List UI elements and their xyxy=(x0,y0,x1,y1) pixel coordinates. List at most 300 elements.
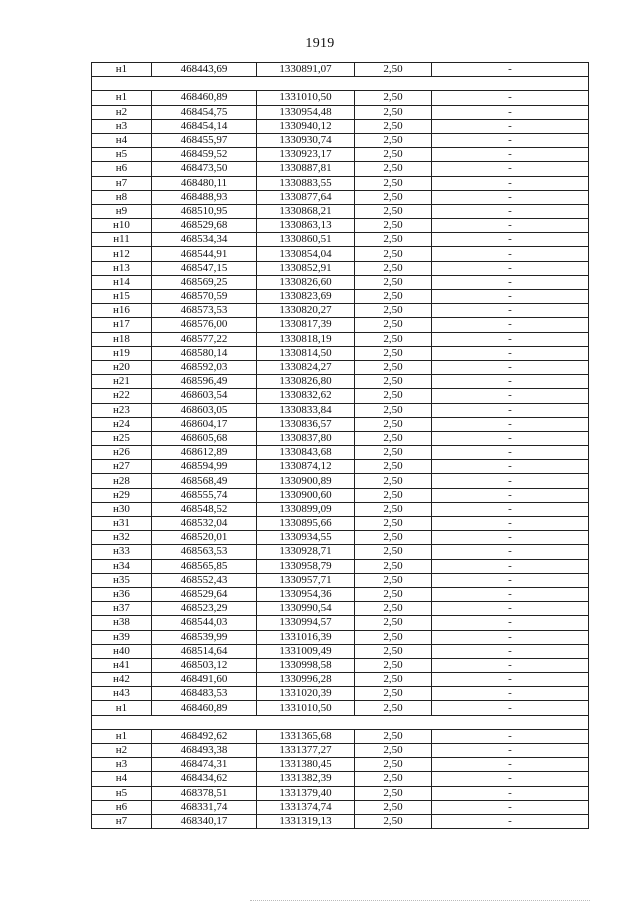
table-row xyxy=(92,105,589,119)
x-coordinate-cell: 468483,53 xyxy=(152,687,257,701)
table-row xyxy=(92,531,589,545)
accuracy-cell: 2,50 xyxy=(355,304,432,318)
point-id-cell: н36 xyxy=(92,587,152,601)
table-row xyxy=(92,673,589,687)
accuracy-cell: 2,50 xyxy=(355,517,432,531)
accuracy-cell: 2,50 xyxy=(355,133,432,147)
description-cell: - xyxy=(432,474,589,488)
x-coordinate-cell: 468592,03 xyxy=(152,360,257,374)
accuracy-cell: 2,50 xyxy=(355,375,432,389)
table-row xyxy=(92,290,589,304)
accuracy-cell: 2,50 xyxy=(355,148,432,162)
y-coordinate-cell: 1331016,39 xyxy=(257,630,355,644)
x-coordinate-cell: 468455,97 xyxy=(152,133,257,147)
accuracy-cell: 2,50 xyxy=(355,502,432,516)
y-coordinate-cell: 1330832,62 xyxy=(257,389,355,403)
point-id-cell: н18 xyxy=(92,332,152,346)
page-number: 1919 xyxy=(305,36,335,51)
description-cell: - xyxy=(432,204,589,218)
y-coordinate-cell: 1331020,39 xyxy=(257,687,355,701)
y-coordinate-cell: 1330820,27 xyxy=(257,304,355,318)
description-cell: - xyxy=(432,162,589,176)
point-id-cell: н10 xyxy=(92,219,152,233)
accuracy-cell: 2,50 xyxy=(355,474,432,488)
table-row xyxy=(92,233,589,247)
point-id-cell: н9 xyxy=(92,204,152,218)
y-coordinate-cell: 1330954,36 xyxy=(257,587,355,601)
x-coordinate-cell: 468569,25 xyxy=(152,275,257,289)
x-coordinate-cell: 468460,89 xyxy=(152,91,257,105)
description-cell: - xyxy=(432,332,589,346)
description-cell: - xyxy=(432,531,589,545)
point-id-cell: н37 xyxy=(92,602,152,616)
point-id-cell: н28 xyxy=(92,474,152,488)
point-id-cell: н35 xyxy=(92,573,152,587)
point-id-cell: н14 xyxy=(92,275,152,289)
y-coordinate-cell: 1330930,74 xyxy=(257,133,355,147)
accuracy-cell: 2,50 xyxy=(355,63,432,77)
table-row xyxy=(92,814,589,828)
y-coordinate-cell: 1330826,80 xyxy=(257,375,355,389)
point-id-cell: н8 xyxy=(92,190,152,204)
point-id-cell: н26 xyxy=(92,446,152,460)
accuracy-cell: 2,50 xyxy=(355,247,432,261)
table-row xyxy=(92,502,589,516)
description-cell: - xyxy=(432,417,589,431)
point-id-cell: н3 xyxy=(92,758,152,772)
accuracy-cell: 2,50 xyxy=(355,233,432,247)
accuracy-cell: 2,50 xyxy=(355,119,432,133)
x-coordinate-cell: 468547,15 xyxy=(152,261,257,275)
table-row xyxy=(92,744,589,758)
description-cell: - xyxy=(432,502,589,516)
x-coordinate-cell: 468570,59 xyxy=(152,290,257,304)
y-coordinate-cell: 1330958,79 xyxy=(257,559,355,573)
x-coordinate-cell: 468331,74 xyxy=(152,800,257,814)
x-coordinate-cell: 468454,75 xyxy=(152,105,257,119)
x-coordinate-cell: 468340,17 xyxy=(152,814,257,828)
description-cell: - xyxy=(432,360,589,374)
description-cell: - xyxy=(432,587,589,601)
table-row xyxy=(92,261,589,275)
description-cell: - xyxy=(432,219,589,233)
table-row xyxy=(92,332,589,346)
y-coordinate-cell: 1330837,80 xyxy=(257,431,355,445)
table-row xyxy=(92,176,589,190)
point-id-cell: н2 xyxy=(92,105,152,119)
x-coordinate-cell: 468568,49 xyxy=(152,474,257,488)
y-coordinate-cell: 1331374,74 xyxy=(257,800,355,814)
y-coordinate-cell: 1330900,89 xyxy=(257,474,355,488)
description-cell: - xyxy=(432,304,589,318)
x-coordinate-cell: 468563,53 xyxy=(152,545,257,559)
accuracy-cell: 2,50 xyxy=(355,162,432,176)
table-row xyxy=(92,360,589,374)
x-coordinate-cell: 468544,03 xyxy=(152,616,257,630)
block-separator-row xyxy=(92,715,589,729)
scan-artifact-line xyxy=(250,899,590,901)
x-coordinate-cell: 468459,52 xyxy=(152,148,257,162)
point-id-cell: н40 xyxy=(92,644,152,658)
y-coordinate-cell: 1330923,17 xyxy=(257,148,355,162)
x-coordinate-cell: 468493,38 xyxy=(152,744,257,758)
y-coordinate-cell: 1330854,04 xyxy=(257,247,355,261)
description-cell: - xyxy=(432,63,589,77)
description-cell: - xyxy=(432,559,589,573)
table-row xyxy=(92,148,589,162)
point-id-cell: н11 xyxy=(92,233,152,247)
description-cell: - xyxy=(432,148,589,162)
y-coordinate-cell: 1330814,50 xyxy=(257,346,355,360)
y-coordinate-cell: 1331365,68 xyxy=(257,729,355,743)
coordinates-table-body xyxy=(92,63,589,829)
description-cell: - xyxy=(432,318,589,332)
accuracy-cell: 2,50 xyxy=(355,332,432,346)
point-id-cell: н23 xyxy=(92,403,152,417)
block-separator-row xyxy=(92,77,589,91)
table-row xyxy=(92,488,589,502)
y-coordinate-cell: 1330863,13 xyxy=(257,219,355,233)
x-coordinate-cell: 468603,54 xyxy=(152,389,257,403)
x-coordinate-cell: 468520,01 xyxy=(152,531,257,545)
description-cell: - xyxy=(432,772,589,786)
x-coordinate-cell: 468443,69 xyxy=(152,63,257,77)
accuracy-cell: 2,50 xyxy=(355,786,432,800)
point-id-cell: н29 xyxy=(92,488,152,502)
x-coordinate-cell: 468580,14 xyxy=(152,346,257,360)
table-row xyxy=(92,517,589,531)
accuracy-cell: 2,50 xyxy=(355,219,432,233)
point-id-cell: н20 xyxy=(92,360,152,374)
description-cell: - xyxy=(432,602,589,616)
accuracy-cell: 2,50 xyxy=(355,417,432,431)
point-id-cell: н27 xyxy=(92,460,152,474)
description-cell: - xyxy=(432,729,589,743)
y-coordinate-cell: 1330874,12 xyxy=(257,460,355,474)
x-coordinate-cell: 468565,85 xyxy=(152,559,257,573)
x-coordinate-cell: 468576,00 xyxy=(152,318,257,332)
point-id-cell: н1 xyxy=(92,63,152,77)
table-row xyxy=(92,630,589,644)
y-coordinate-cell: 1330852,91 xyxy=(257,261,355,275)
x-coordinate-cell: 468603,05 xyxy=(152,403,257,417)
x-coordinate-cell: 468473,50 xyxy=(152,162,257,176)
y-coordinate-cell: 1331379,40 xyxy=(257,786,355,800)
separator-cell xyxy=(92,715,589,729)
point-id-cell: н22 xyxy=(92,389,152,403)
accuracy-cell: 2,50 xyxy=(355,431,432,445)
y-coordinate-cell: 1330826,60 xyxy=(257,275,355,289)
accuracy-cell: 2,50 xyxy=(355,729,432,743)
x-coordinate-cell: 468474,31 xyxy=(152,758,257,772)
table-row xyxy=(92,658,589,672)
point-id-cell: н19 xyxy=(92,346,152,360)
x-coordinate-cell: 468539,99 xyxy=(152,630,257,644)
x-coordinate-cell: 468532,04 xyxy=(152,517,257,531)
table-row xyxy=(92,602,589,616)
y-coordinate-cell: 1330883,55 xyxy=(257,176,355,190)
point-id-cell: н4 xyxy=(92,133,152,147)
x-coordinate-cell: 468544,91 xyxy=(152,247,257,261)
x-coordinate-cell: 468594,99 xyxy=(152,460,257,474)
description-cell: - xyxy=(432,275,589,289)
y-coordinate-cell: 1330887,81 xyxy=(257,162,355,176)
separator-cell xyxy=(92,77,589,91)
accuracy-cell: 2,50 xyxy=(355,346,432,360)
table-row xyxy=(92,190,589,204)
accuracy-cell: 2,50 xyxy=(355,602,432,616)
table-row xyxy=(92,63,589,77)
y-coordinate-cell: 1330954,48 xyxy=(257,105,355,119)
x-coordinate-cell: 468480,11 xyxy=(152,176,257,190)
point-id-cell: н7 xyxy=(92,176,152,190)
accuracy-cell: 2,50 xyxy=(355,460,432,474)
description-cell: - xyxy=(432,786,589,800)
y-coordinate-cell: 1330860,51 xyxy=(257,233,355,247)
x-coordinate-cell: 468434,62 xyxy=(152,772,257,786)
y-coordinate-cell: 1330843,68 xyxy=(257,446,355,460)
accuracy-cell: 2,50 xyxy=(355,758,432,772)
y-coordinate-cell: 1331380,45 xyxy=(257,758,355,772)
y-coordinate-cell: 1330836,57 xyxy=(257,417,355,431)
accuracy-cell: 2,50 xyxy=(355,360,432,374)
description-cell: - xyxy=(432,687,589,701)
description-cell: - xyxy=(432,545,589,559)
point-id-cell: н12 xyxy=(92,247,152,261)
point-id-cell: н4 xyxy=(92,772,152,786)
y-coordinate-cell: 1330940,12 xyxy=(257,119,355,133)
accuracy-cell: 2,50 xyxy=(355,559,432,573)
y-coordinate-cell: 1330833,84 xyxy=(257,403,355,417)
table-row xyxy=(92,119,589,133)
x-coordinate-cell: 468596,49 xyxy=(152,375,257,389)
description-cell: - xyxy=(432,658,589,672)
x-coordinate-cell: 468510,95 xyxy=(152,204,257,218)
point-id-cell: н5 xyxy=(92,148,152,162)
y-coordinate-cell: 1331319,13 xyxy=(257,814,355,828)
table-row xyxy=(92,446,589,460)
accuracy-cell: 2,50 xyxy=(355,91,432,105)
y-coordinate-cell: 1330990,54 xyxy=(257,602,355,616)
description-cell: - xyxy=(432,800,589,814)
accuracy-cell: 2,50 xyxy=(355,105,432,119)
table-row xyxy=(92,559,589,573)
table-row xyxy=(92,474,589,488)
accuracy-cell: 2,50 xyxy=(355,488,432,502)
accuracy-cell: 2,50 xyxy=(355,531,432,545)
table-row xyxy=(92,587,589,601)
point-id-cell: н43 xyxy=(92,687,152,701)
x-coordinate-cell: 468460,89 xyxy=(152,701,257,715)
point-id-cell: н34 xyxy=(92,559,152,573)
accuracy-cell: 2,50 xyxy=(355,275,432,289)
description-cell: - xyxy=(432,758,589,772)
y-coordinate-cell: 1330998,58 xyxy=(257,658,355,672)
x-coordinate-cell: 468555,74 xyxy=(152,488,257,502)
description-cell: - xyxy=(432,460,589,474)
y-coordinate-cell: 1331382,39 xyxy=(257,772,355,786)
point-id-cell: н31 xyxy=(92,517,152,531)
point-id-cell: н17 xyxy=(92,318,152,332)
point-id-cell: н15 xyxy=(92,290,152,304)
description-cell: - xyxy=(432,814,589,828)
x-coordinate-cell: 468604,17 xyxy=(152,417,257,431)
description-cell: - xyxy=(432,233,589,247)
table-row xyxy=(92,219,589,233)
x-coordinate-cell: 468488,93 xyxy=(152,190,257,204)
y-coordinate-cell: 1330899,09 xyxy=(257,502,355,516)
table-row xyxy=(92,162,589,176)
description-cell: - xyxy=(432,176,589,190)
table-row xyxy=(92,318,589,332)
description-cell: - xyxy=(432,91,589,105)
x-coordinate-cell: 468534,34 xyxy=(152,233,257,247)
description-cell: - xyxy=(432,673,589,687)
accuracy-cell: 2,50 xyxy=(355,318,432,332)
y-coordinate-cell: 1330994,57 xyxy=(257,616,355,630)
x-coordinate-cell: 468573,53 xyxy=(152,304,257,318)
description-cell: - xyxy=(432,247,589,261)
description-cell: - xyxy=(432,133,589,147)
table-row xyxy=(92,786,589,800)
x-coordinate-cell: 468491,60 xyxy=(152,673,257,687)
x-coordinate-cell: 468492,62 xyxy=(152,729,257,743)
table-row xyxy=(92,573,589,587)
point-id-cell: н3 xyxy=(92,119,152,133)
accuracy-cell: 2,50 xyxy=(355,290,432,304)
table-row xyxy=(92,275,589,289)
point-id-cell: н6 xyxy=(92,162,152,176)
x-coordinate-cell: 468529,68 xyxy=(152,219,257,233)
x-coordinate-cell: 468605,68 xyxy=(152,431,257,445)
point-id-cell: н42 xyxy=(92,673,152,687)
y-coordinate-cell: 1331010,50 xyxy=(257,701,355,715)
accuracy-cell: 2,50 xyxy=(355,744,432,758)
x-coordinate-cell: 468577,22 xyxy=(152,332,257,346)
description-cell: - xyxy=(432,446,589,460)
y-coordinate-cell: 1330818,19 xyxy=(257,332,355,346)
table-row xyxy=(92,431,589,445)
accuracy-cell: 2,50 xyxy=(355,573,432,587)
point-id-cell: н1 xyxy=(92,91,152,105)
table-row xyxy=(92,800,589,814)
point-id-cell: н2 xyxy=(92,744,152,758)
accuracy-cell: 2,50 xyxy=(355,616,432,630)
x-coordinate-cell: 468523,29 xyxy=(152,602,257,616)
table-row xyxy=(92,247,589,261)
accuracy-cell: 2,50 xyxy=(355,190,432,204)
point-id-cell: н30 xyxy=(92,502,152,516)
table-row xyxy=(92,545,589,559)
table-row xyxy=(92,460,589,474)
description-cell: - xyxy=(432,644,589,658)
point-id-cell: н1 xyxy=(92,729,152,743)
accuracy-cell: 2,50 xyxy=(355,630,432,644)
table-row xyxy=(92,304,589,318)
coordinates-table xyxy=(91,62,589,829)
description-cell: - xyxy=(432,431,589,445)
y-coordinate-cell: 1331010,50 xyxy=(257,91,355,105)
accuracy-cell: 2,50 xyxy=(355,403,432,417)
x-coordinate-cell: 468503,12 xyxy=(152,658,257,672)
accuracy-cell: 2,50 xyxy=(355,701,432,715)
accuracy-cell: 2,50 xyxy=(355,261,432,275)
description-cell: - xyxy=(432,616,589,630)
description-cell: - xyxy=(432,190,589,204)
table-row xyxy=(92,133,589,147)
y-coordinate-cell: 1330891,07 xyxy=(257,63,355,77)
table-row xyxy=(92,758,589,772)
x-coordinate-cell: 468548,52 xyxy=(152,502,257,516)
accuracy-cell: 2,50 xyxy=(355,389,432,403)
point-id-cell: н41 xyxy=(92,658,152,672)
point-id-cell: н25 xyxy=(92,431,152,445)
description-cell: - xyxy=(432,290,589,304)
accuracy-cell: 2,50 xyxy=(355,176,432,190)
table-row xyxy=(92,687,589,701)
y-coordinate-cell: 1330957,71 xyxy=(257,573,355,587)
description-cell: - xyxy=(432,389,589,403)
table-row xyxy=(92,644,589,658)
accuracy-cell: 2,50 xyxy=(355,587,432,601)
table-row xyxy=(92,389,589,403)
description-cell: - xyxy=(432,119,589,133)
x-coordinate-cell: 468529,64 xyxy=(152,587,257,601)
description-cell: - xyxy=(432,375,589,389)
description-cell: - xyxy=(432,261,589,275)
table-row xyxy=(92,729,589,743)
y-coordinate-cell: 1330823,69 xyxy=(257,290,355,304)
point-id-cell: н39 xyxy=(92,630,152,644)
point-id-cell: н24 xyxy=(92,417,152,431)
x-coordinate-cell: 468552,43 xyxy=(152,573,257,587)
accuracy-cell: 2,50 xyxy=(355,204,432,218)
accuracy-cell: 2,50 xyxy=(355,658,432,672)
y-coordinate-cell: 1330824,27 xyxy=(257,360,355,374)
point-id-cell: н38 xyxy=(92,616,152,630)
y-coordinate-cell: 1330934,55 xyxy=(257,531,355,545)
accuracy-cell: 2,50 xyxy=(355,545,432,559)
accuracy-cell: 2,50 xyxy=(355,673,432,687)
description-cell: - xyxy=(432,517,589,531)
y-coordinate-cell: 1330996,28 xyxy=(257,673,355,687)
point-id-cell: н5 xyxy=(92,786,152,800)
description-cell: - xyxy=(432,573,589,587)
y-coordinate-cell: 1330900,60 xyxy=(257,488,355,502)
point-id-cell: н21 xyxy=(92,375,152,389)
y-coordinate-cell: 1331377,27 xyxy=(257,744,355,758)
x-coordinate-cell: 468378,51 xyxy=(152,786,257,800)
accuracy-cell: 2,50 xyxy=(355,772,432,786)
point-id-cell: н6 xyxy=(92,800,152,814)
table-row xyxy=(92,701,589,715)
table-row xyxy=(92,616,589,630)
y-coordinate-cell: 1330817,39 xyxy=(257,318,355,332)
y-coordinate-cell: 1330868,21 xyxy=(257,204,355,218)
description-cell: - xyxy=(432,630,589,644)
description-cell: - xyxy=(432,701,589,715)
description-cell: - xyxy=(432,488,589,502)
table-row xyxy=(92,375,589,389)
description-cell: - xyxy=(432,105,589,119)
table-row xyxy=(92,204,589,218)
y-coordinate-cell: 1330928,71 xyxy=(257,545,355,559)
accuracy-cell: 2,50 xyxy=(355,446,432,460)
point-id-cell: н13 xyxy=(92,261,152,275)
description-cell: - xyxy=(432,403,589,417)
x-coordinate-cell: 468612,89 xyxy=(152,446,257,460)
point-id-cell: н33 xyxy=(92,545,152,559)
